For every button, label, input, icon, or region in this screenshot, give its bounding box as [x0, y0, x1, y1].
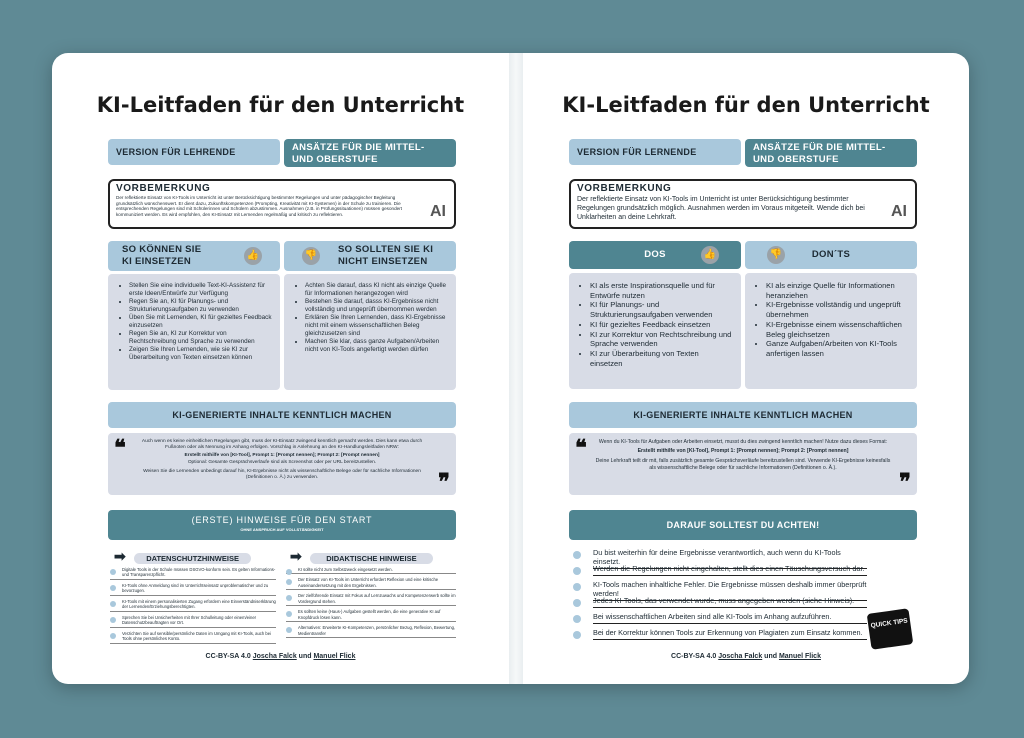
- author-link-2[interactable]: Manuel Flick: [313, 653, 356, 660]
- footer-left: [52, 653, 509, 660]
- kenntlich-p3: Optional: Gesamte Gesprächsverläufe sind als Screenshot oder per URL bereitzustellen.: [187, 460, 377, 466]
- quick-tips-label: QUICK TIPS: [870, 617, 909, 630]
- bullet-dot: [110, 601, 116, 607]
- quote-open-icon: ❝: [575, 435, 587, 461]
- tip-row: [573, 612, 917, 628]
- version-label: VERSION FÜR LEHRENDE: [116, 147, 236, 157]
- list-item: • Ganze Aufgaben/Arbeiten von KI-Tools anfertigen lassen: [766, 339, 909, 358]
- stufe-label: ANSÄTZE FÜR DIE MITTEL- UND OBERSTUFE: [753, 142, 886, 165]
- kenntlich-title: KI-GENERIERTE INHALTE KENNTLICH MACHEN: [633, 410, 853, 420]
- kenntlich-p2: Erstellt mithilfe von [KI-Tool], Prompt 1: [Prompt nennen]; Prompt 2: [Prompt nennen]: [637, 448, 849, 455]
- kenntlich-box-left: [108, 433, 456, 495]
- hint-item: [110, 599, 276, 612]
- left-title: KI-Leitfaden für den Unterricht: [96, 93, 465, 117]
- arrow-right-icon: ➡: [114, 548, 126, 565]
- list-item: • Machen Sie klar, dass ganze Aufgaben/Arbeiten nicht von KI-Tools angefertigt werden dürfen: [305, 338, 448, 354]
- arrow-right-icon: ➡: [290, 548, 302, 565]
- can-list-box: [108, 274, 280, 390]
- quote-close-icon: ❞: [899, 469, 911, 495]
- ai-logo: AI: [430, 203, 446, 220]
- list-item: • Regen Sie an, KI für Planungs- und Strukturierungsaufgaben zu verwenden: [129, 298, 272, 314]
- ds-list: [110, 567, 276, 647]
- version-badge-left: [108, 139, 280, 165]
- list-item: • Üben Sie mit Lernenden, KI für gezieltes Feedback einzusetzen: [129, 314, 272, 330]
- did-title: DIDAKTISCHE HINWEISE: [310, 553, 432, 564]
- bullet-dot: [573, 583, 581, 591]
- hint-text: KI-Tools mit einem personalisierten Zugang erfordern eine Einverständniserklärung der Lernenden/Erziehungsberechtigten.: [122, 598, 276, 610]
- list-item: • Bestehen Sie darauf, dasss KI-Ergebnisse nicht vollständig und ungeprüft übernommen werden: [305, 298, 448, 314]
- hint-item: [286, 625, 456, 638]
- donts-list: [751, 281, 909, 359]
- stufe-label: ANSÄTZE FÜR DIE MITTEL- UND OBERSTUFE: [292, 142, 425, 165]
- kenntlich-header-right: [569, 402, 917, 428]
- footer-und: und: [764, 653, 777, 660]
- did-header: [290, 548, 456, 565]
- bullet-dot: [573, 599, 581, 607]
- kenntlich-box-right: [569, 433, 917, 495]
- author-link-1[interactable]: Joscha Falck: [252, 653, 297, 660]
- hint-text: Verzichten Sie auf sensible/persönliche Daten im Umgang mit KI-Tools, auch bei Tools ohne persönliches Konto.: [122, 630, 271, 642]
- tip-text: Jedes KI-Tools, das verwendet wurde, muss angegeben werden (siehe Hinweis).: [593, 596, 867, 608]
- kenntlich-p1: Wenn du KI-Tools für Aufgaben oder Arbeiten einsetzt, musst du dies zwingend kenntlich machen! Nutze dazu dieses Format:: [598, 439, 888, 445]
- right-page: [523, 53, 969, 684]
- booklet: [52, 53, 969, 684]
- achten-title: DARAUF SOLLTEST DU ACHTEN!: [666, 520, 820, 530]
- dos-list-box: [569, 273, 741, 389]
- hint-text: KI-Tools ohne Anmeldung sind im Unterrichtseinsatz unproblematischer und zu bevorzugen.: [122, 582, 269, 594]
- list-item: • KI-Ergebnisse vollständig und ungeprüft übernehmen: [766, 300, 909, 319]
- list-item: • KI zur Überarbeitung von Texten einsetzen: [590, 349, 733, 368]
- hint-text: Alternativen: Erweiterte KI-Kompetenzen, persönlicher Bezug, Reflexion, Bewertung, Medientransfer: [298, 625, 456, 636]
- license: CC-BY-SA 4.0: [671, 653, 717, 660]
- tip-text: Bei wissenschaftlichen Arbeiten sind alle KI-Tools im Anhang aufzuführen.: [593, 612, 867, 624]
- bullet-dot: [286, 595, 292, 601]
- list-item: • Zeigen Sie Ihren Lernenden, wie sie KI zur Überarbeitung von Texten einsetzen können: [129, 346, 272, 362]
- donts-header: [745, 241, 917, 269]
- bullet-dot: [573, 615, 581, 623]
- author-link-2[interactable]: Manuel Flick: [778, 653, 821, 660]
- tip-row: [573, 628, 917, 644]
- bullet-dot: [286, 611, 292, 617]
- kenntlich-header-left: [108, 402, 456, 428]
- bullet-dot: [110, 585, 116, 591]
- hint-item: [286, 567, 456, 574]
- bullet-dot: [110, 569, 116, 575]
- thumbs-down-icon: 👎: [767, 246, 785, 264]
- donts-title: DON´TS: [811, 249, 851, 260]
- did-list: [286, 567, 456, 641]
- tip-text: Bei der Korrektur können Tools zur Erkennung von Plagiaten zum Einsatz kommen.: [593, 628, 867, 640]
- cannot-list-box: [284, 274, 456, 390]
- vorbemerkung-box: [108, 179, 456, 229]
- kenntlich-p2: Erstellt mithilfe von [KI-Tool], Prompt 1: [Prompt nennen]; Prompt 2: [Prompt nennen]: [184, 452, 380, 458]
- dos-header: [569, 241, 741, 269]
- list-item: • KI als einzige Quelle für Informationen heranziehen: [766, 281, 909, 300]
- can-title: SO KÖNNEN SIE KI EINSETZEN: [122, 244, 202, 267]
- footer-und: und: [298, 653, 312, 660]
- dos-list: [575, 281, 733, 368]
- hint-item: [286, 577, 456, 590]
- tip-row: [573, 548, 917, 564]
- list-item: • Stellen Sie eine individuelle Text-KI-Assistenz für erste Ideen/Entwürfe zur Verfügung: [129, 282, 272, 298]
- cannot-list: [290, 282, 448, 354]
- quote-close-icon: ❞: [438, 469, 450, 495]
- hint-text: Es sollten keine (Haus-) Aufgaben gestellt werden, die eine generative KI auf Knopfdruck lösen kann.: [298, 609, 441, 620]
- footer-right: [523, 653, 969, 660]
- bullet-dot: [110, 633, 116, 639]
- hint-item: [286, 609, 456, 622]
- tip-text: KI-Tools machen inhaltliche Fehler. Die Ergebnisse müssen deshalb immer überprüft werden!: [593, 580, 867, 601]
- ds-title: DATENSCHUTZHINWEISE: [134, 553, 251, 564]
- kenntlich-p3: Deine Lehrkraft teilt dir mit, falls zusätzlich gesamte Gesprächsverläufe bereitzustellen sind. Verwende KI-Ergebnisse keinesfalls als wissenschaftliche Belege oder für sachliche Informationen (Definitionen o. Ä.).: [595, 457, 891, 471]
- quick-tips-badge: [867, 608, 914, 649]
- list-item: • Regen Sie an, KI zur Korrektur von Rechtschreibung und Sprache zu verwenden: [129, 330, 272, 346]
- list-item: • KI für Planungs- und Strukturierungsaufgaben verwenden: [590, 300, 733, 319]
- hint-item: [110, 583, 276, 596]
- vorbemerkung-title: VORBEMERKUNG: [577, 183, 672, 194]
- hint-text: Sprechen Sie bei Unsicherheiten mit Ihrer Schulleitung oder einem/einer Datenschutzbeauftragten vor Ort.: [122, 614, 257, 626]
- vorbemerkung-title: VORBEMERKUNG: [116, 183, 211, 194]
- author-link-1[interactable]: Joscha Falck: [718, 653, 763, 660]
- hint-text: KI sollte nicht zum Selbstzweck eingesetzt werden.: [298, 567, 393, 572]
- bullet-dot: [286, 569, 292, 575]
- list-item: • Achten Sie darauf, dass KI nicht als einzige Quelle für Informationen herangezogen wird: [305, 282, 448, 298]
- start-title: (ERSTE) HINWEISE FÜR DEN START: [191, 515, 373, 525]
- bullet-dot: [286, 579, 292, 585]
- spine: [509, 53, 523, 684]
- hint-item: [110, 631, 276, 644]
- can-list: [114, 282, 272, 362]
- right-title: KI-Leitfaden für den Unterricht: [562, 93, 930, 117]
- stufe-badge-left: [284, 139, 456, 167]
- dos-title: DOS: [644, 249, 666, 260]
- vorbemerkung-box-right: [569, 179, 917, 229]
- start-header: [108, 510, 456, 540]
- hint-item: [110, 615, 276, 628]
- version-label: VERSION FÜR LERNENDE: [577, 147, 697, 157]
- tip-text: Du bist weiterhin für deine Ergebnisse verantwortlich, auch wenn du KI-Tools einsetzt.: [593, 548, 867, 569]
- bullet-dot: [573, 631, 581, 639]
- license: CC-BY-SA 4.0: [205, 653, 251, 660]
- hint-text: Der Einsatz von KI-Tools im Unterricht erfordert Reflexion und eine kritische Auseinandersetzung mit den Ergebnissen.: [298, 577, 439, 588]
- hint-text: Der zielführende Einsatz mit Fokus auf Lernzuwachs und Kompetenzerwerb sollte im Vordergrund stehen.: [298, 593, 456, 604]
- kenntlich-p1: Auch wenn es keine einheitlichen Regelungen gibt, muss der KI-Einsatz zwingend kenntlich gemacht werden. Dies kann etwa durch Fußnoten oder als Nennung im Anhang erfolgen. Vorschlag in Anlehnung an den KI-Handlungsleitfaden NRW:: [141, 439, 423, 451]
- donts-list-box: [745, 273, 917, 389]
- list-item: • KI-Ergebnisse einem wissenschaftlichen Beleg gleichsetzen: [766, 320, 909, 339]
- cannot-title: SO SOLLTEN SIE KI NICHT EINSETZEN: [338, 244, 434, 267]
- tips-list: [573, 548, 917, 648]
- bullet-dot: [573, 551, 581, 559]
- tip-row: [573, 564, 917, 580]
- quote-open-icon: ❝: [114, 435, 126, 461]
- list-item: • Erklären Sie Ihren Lernenden, dass KI-Ergebnisse nicht mit einem wissenschaftlichen Beleg gleichzusetzen sind: [305, 314, 448, 338]
- achten-header: [569, 510, 917, 540]
- tip-text: Werden die Regelungen nicht eingehalten, stellt dies einen Täuschungsversuch dar.: [593, 564, 867, 576]
- thumbs-down-icon: 👎: [302, 247, 320, 265]
- vorbemerkung-text: Der reflektierte Einsatz von KI-Tools im Unterricht ist unter Berücksichtigung bestimmter Regelungen und unter pädagogischer Begleitung grundsätzlich wünschenswert. Er dient dazu, Zukunftskompetenzen (Prompting, Kreativität mit KI-Systemen) in der Schule zu trainieren. Die entsprechenden Regelungen sind mit Schülerinnen und Schülern abzustimmen. Ausnahmen (z.B. in Prüfungssituationen) müssen gesondert kommuniziert werden. Es wird empfohlen, den KI-Einsatz mit Lernenden regelmäßig und kritisch zu reflektieren.: [116, 195, 403, 218]
- start-subtitle: OHNE ANSPRUCH AUF VOLLSTÄNDIGKEIT: [240, 527, 324, 532]
- vorbemerkung-text: Der reflektierte Einsatz von KI-Tools im Unterricht ist unter Berücksichtigung bestimmter Regelungen grundsätzlich möglich. Ausnahmen werden im Voraus mitgeteilt. Wende dich bei Unklarheiten an deine Lehrkraft.: [577, 196, 865, 222]
- ds-header: [114, 548, 274, 565]
- thumbs-up-icon: 👍: [701, 246, 719, 264]
- hint-item: [286, 593, 456, 606]
- bullet-dot: [573, 567, 581, 575]
- list-item: • KI zur Korrektur von Rechtschreibung und Sprache verwenden: [590, 330, 733, 349]
- can-header: [108, 241, 280, 271]
- list-item: • KI als erste Inspirationsquelle und für Entwürfe nutzen: [590, 281, 733, 300]
- hint-item: [110, 567, 276, 580]
- tip-row: [573, 596, 917, 612]
- tip-row: [573, 580, 917, 596]
- ai-logo: AI: [891, 203, 907, 220]
- version-badge-right: [569, 139, 741, 165]
- bullet-dot: [286, 627, 292, 633]
- stufe-badge-right: [745, 139, 917, 167]
- list-item: • KI für gezieltes Feedback einsetzen: [590, 320, 733, 330]
- kenntlich-p4: Weisen Sie die Lernenden unbedingt darauf hin, KI-Ergebnisse nicht als wissenschaftliche Belege oder für sachliche Informationen (Definitionen o. Ä.) zu verwenden.: [143, 468, 421, 481]
- kenntlich-title: KI-GENERIERTE INHALTE KENNTLICH MACHEN: [172, 410, 392, 420]
- cannot-header: [284, 241, 456, 271]
- bullet-dot: [110, 617, 116, 623]
- thumbs-up-icon: 👍: [244, 247, 262, 265]
- hint-text: Digitale Tools in der Schule müssen DSGVO-konform sein. Es gelten Informations- und Transparenzpflicht.: [122, 567, 276, 578]
- left-page: [52, 53, 509, 684]
